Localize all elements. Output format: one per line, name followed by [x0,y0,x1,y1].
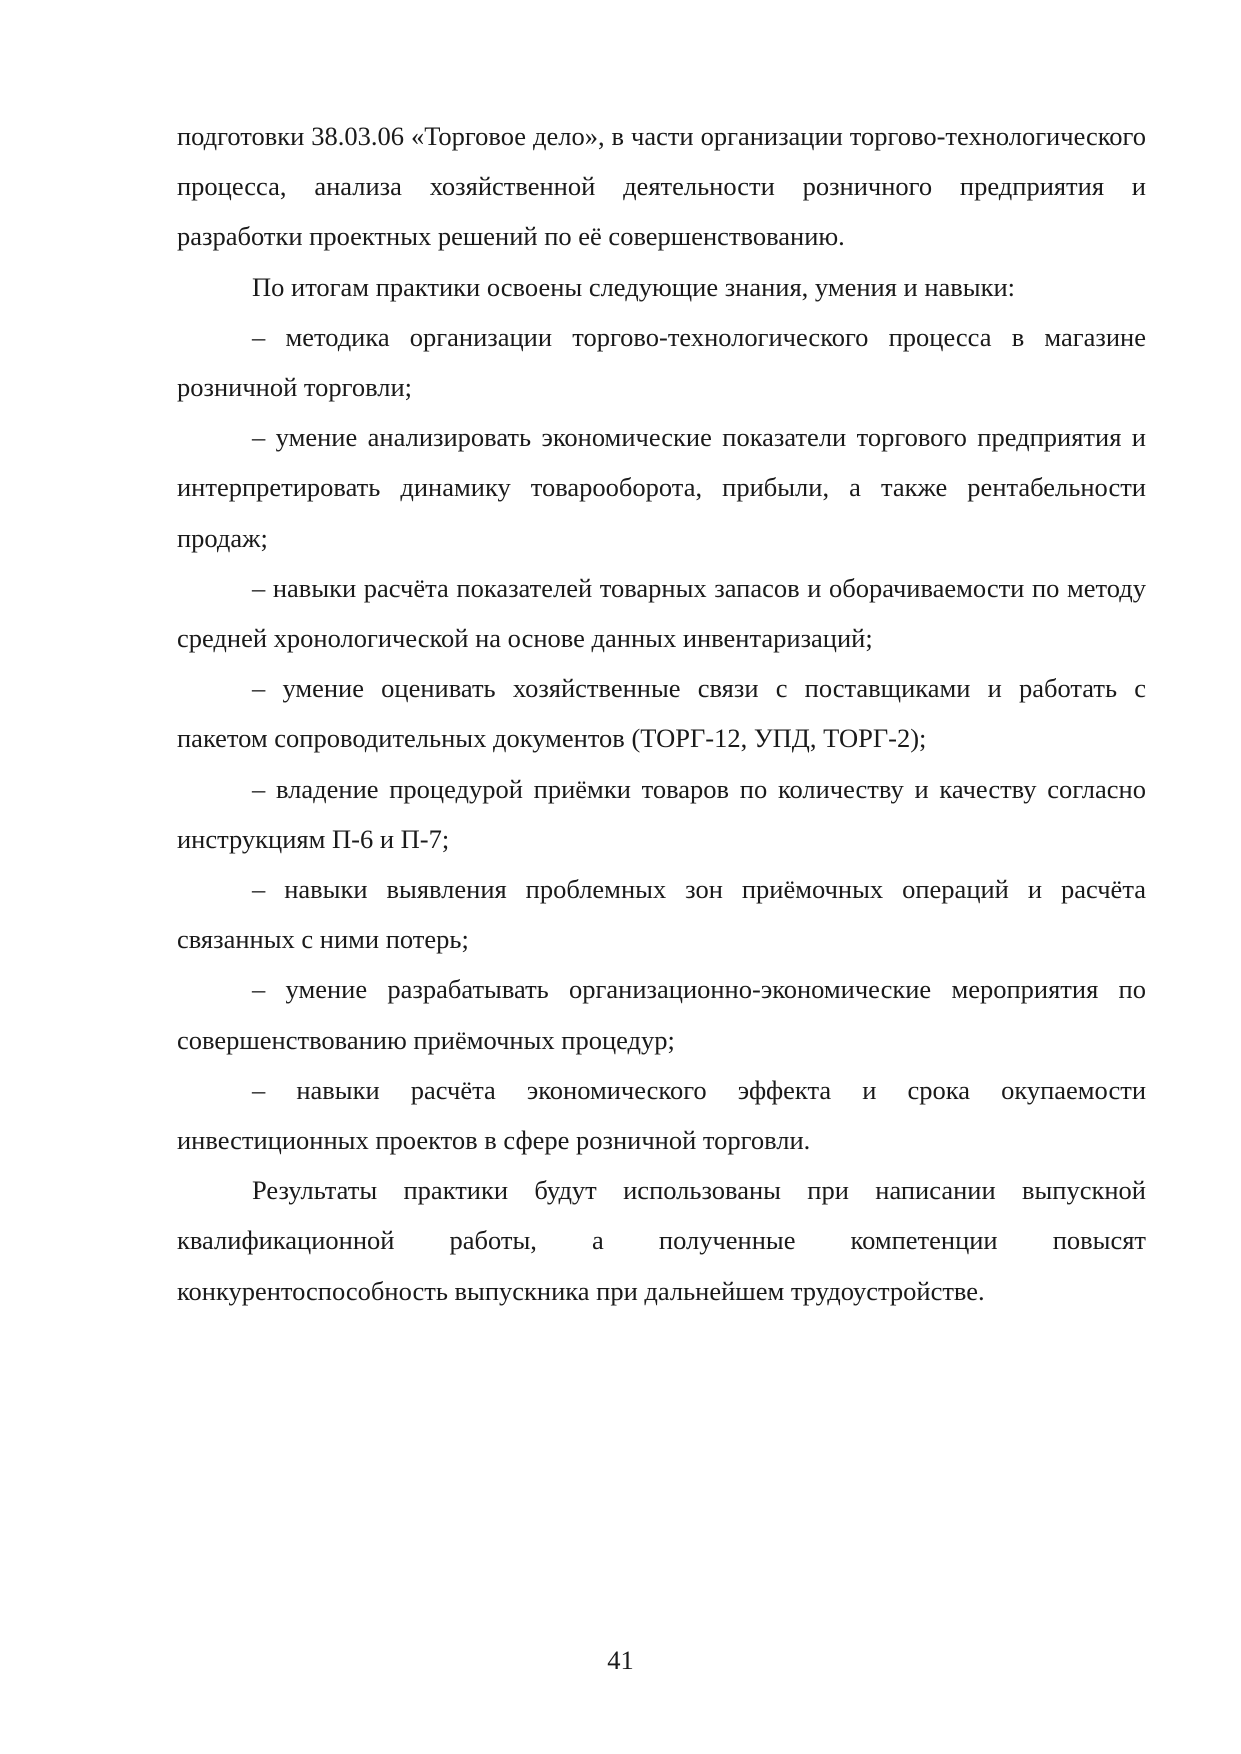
list-item-economic-analysis: – умение анализировать экономические показатели торгового предприятия и интерпретировать динамику товарооборота, прибыли, а также рентабельности продаж; [177,422,1146,553]
list-item-acceptance-procedure: – владение процедурой приёмки товаров по количеству и качеству согласно инструкциям П-6 и П-7; [177,773,1146,854]
paragraph-conclusion: Результаты практики будут использованы при написании выпускной квалификационной работы, а полученные компетенции повысят конкурентоспособность выпускника при дальнейшем трудоустройстве. [177,1175,1146,1306]
list-item-economic-effect: – навыки расчёта экономического эффекта и срока окупаемости инвестиционных проектов в сфере розничной торговли. [177,1074,1146,1156]
body-text [177,111,1146,1316]
list-item-problem-zones: – навыки выявления проблемных зон приёмочных операций и расчёта связанных с ними потерь; [177,874,1146,955]
list-item-methodology: – методика организации торгово-технологического процесса в магазине розничной торговли; [177,321,1146,403]
paragraph-skills-lead: По итогам практики освоены следующие знания, умения и навыки: [252,271,1016,302]
list-item-supplier-relations: – умение оценивать хозяйственные связи с поставщиками и работать с пакетом сопроводительных документов (ТОРГ-12, УПД, ТОРГ-2); [177,673,1146,754]
paragraph-intro-continuation: подготовки 38.03.06 «Торговое дело», в части организации торгово-технологического процесса, анализа хозяйственной деятельности розничного предприятия и разработки проектных решений по её совершенствованию. [177,121,1146,252]
list-item-inventory-turnover: – навыки расчёта показателей товарных запасов и оборачиваемости по методу средней хронологической на основе данных инвентаризаций; [177,572,1146,654]
list-item-improvement-measures: – умение разрабатывать организационно-экономические мероприятия по совершенствованию приёмочных процедур; [177,974,1146,1055]
page-number: 41 [607,1645,634,1675]
